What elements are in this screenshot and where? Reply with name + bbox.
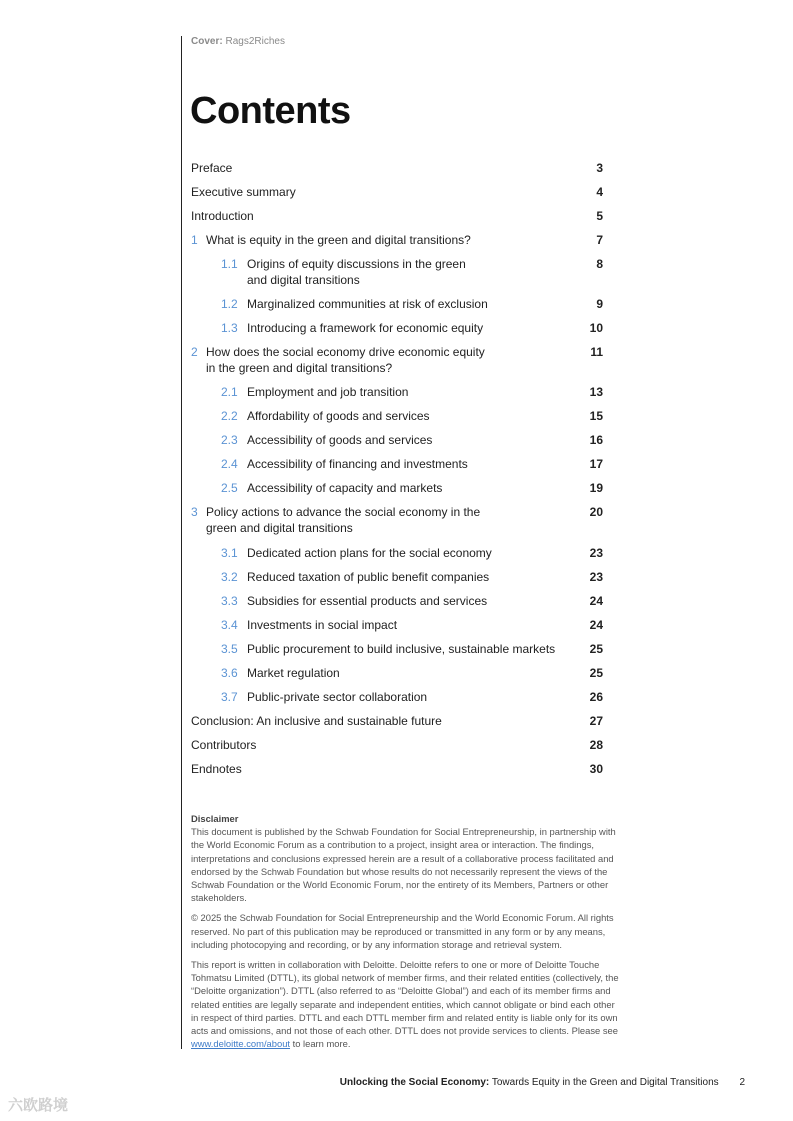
toc-entry-label: Employment and job transition xyxy=(247,385,409,399)
toc-entry-label: Accessibility of financing and investments xyxy=(247,457,468,471)
toc-entry-number: 2 xyxy=(191,345,198,359)
page-number: 2 xyxy=(739,1077,745,1088)
footer-title-rest: Towards Equity in the Green and Digital Transitions xyxy=(491,1077,719,1088)
toc-entry-label: Reduced taxation of public benefit companies xyxy=(247,570,490,584)
toc-entry-number: 3.2 xyxy=(221,570,238,584)
toc-entry-label: What is equity in the green and digital transitions? xyxy=(206,233,471,247)
toc-entry-page: 30 xyxy=(589,762,603,776)
page-footer xyxy=(340,1077,745,1088)
toc-entry-page: 3 xyxy=(596,161,603,175)
footer-title-bold: Unlocking the Social Economy: xyxy=(339,1077,490,1088)
disclaimer-paragraph-3 xyxy=(191,958,623,1050)
toc-entry-page: 23 xyxy=(589,546,603,560)
toc-entry-page: 19 xyxy=(589,481,603,495)
toc-entry-number: 2.2 xyxy=(221,409,238,423)
toc-entry-page: 25 xyxy=(589,642,603,656)
toc-entry-label: How does the social economy drive economic equity in the green and digital transitions? xyxy=(206,345,485,375)
cover-credit-label: Cover: xyxy=(191,36,223,47)
toc-entry-number: 2.4 xyxy=(221,457,238,471)
toc-entry-label: Affordability of goods and services xyxy=(247,409,430,423)
toc-entry-number: 1.3 xyxy=(221,321,238,335)
toc-entry-number: 2.1 xyxy=(221,385,238,399)
toc-entry-label: Public procurement to build inclusive, sustainable markets xyxy=(247,642,556,656)
disclaimer-paragraph-3-text: This report is written in collaboration with Deloitte. Deloitte refers to one or more of Deloitte Touche Tohmatsu Limited (DTTL), its global network of member firms, and their related entities (collectively, the “Deloitte organization”). DTTL (also referred to as “Deloitte Global”) and each of its member firms and related entities are legally separate and independent entities, which cannot obligate or bind each other in respect of third parties. DTTL and each DTTL member firm and related entity is liable only for its own acts and omissions, and not those of each other. DTTL does not provide services to clients. Please see xyxy=(191,959,619,1037)
toc-entry-label: Accessibility of goods and services xyxy=(247,433,433,447)
toc-entry-page: 10 xyxy=(589,321,603,335)
toc-entry-page: 7 xyxy=(596,233,603,247)
page-title: Contents xyxy=(190,90,351,132)
toc-entry-number: 3.5 xyxy=(221,642,238,656)
toc-entry-number: 3.3 xyxy=(221,594,238,608)
toc-entry-label: Introducing a framework for economic equity xyxy=(247,321,484,335)
toc-entry-number: 1.2 xyxy=(221,297,238,311)
toc-entry-label: Public-private sector collaboration xyxy=(247,690,428,704)
toc-entry-label: Policy actions to advance the social economy in the green and digital transitions xyxy=(206,505,481,535)
toc-entry-page: 20 xyxy=(589,505,603,519)
toc-entry-label: Marginalized communities at risk of exclusion xyxy=(247,297,488,311)
disclaimer-paragraph-2: © 2025 the Schwab Foundation for Social Entrepreneurship and the World Economic Forum. All rights reserved. No part of this publication may be reproduced or transmitted in any form or by any means, including photocopying and recording, or by any information storage and retrieval system. xyxy=(191,912,614,950)
toc-entry-label: Executive summary xyxy=(191,185,296,199)
toc-entry-page: 27 xyxy=(589,714,603,728)
toc-entry-page: 24 xyxy=(589,594,603,608)
toc-entry-label: Preface xyxy=(191,161,233,175)
toc-entry-page: 26 xyxy=(589,690,603,704)
toc-entry-number: 3.7 xyxy=(221,690,238,704)
toc-entry-number: 2.3 xyxy=(221,433,238,447)
toc-entry-label: Introduction xyxy=(191,209,254,223)
deloitte-about-link[interactable]: www.deloitte.com/about xyxy=(191,1038,291,1050)
toc-entry-number: 1.1 xyxy=(221,257,238,271)
disclaimer-paragraph-1: This document is published by the Schwab Foundation for Social Entrepreneurship, in partnership with the World Economic Forum as a contribution to a project, insight area or interaction. The findings, interpretations and conclusions expressed herein are a result of a collaborative process facilitated and endorsed by the Schwab Foundation but whose results do not necessarily represent the views of the Schwab Foundation or the World Economic Forum, nor the entirety of its Members, Partners or other stakeholders. xyxy=(191,826,616,904)
toc-entry-label: Investments in social impact xyxy=(247,618,398,632)
toc-entry-page: 9 xyxy=(596,297,603,311)
disclaimer-paragraph-3-end: to learn more. xyxy=(292,1038,351,1050)
toc-entry-label: Subsidies for essential products and services xyxy=(247,594,488,608)
toc-entry-label: Contributors xyxy=(191,738,257,752)
toc-entry-page: 4 xyxy=(596,185,603,199)
toc-entry-page: 23 xyxy=(589,570,603,584)
toc-entry-label: Endnotes xyxy=(191,762,242,776)
toc-entry-page: 24 xyxy=(589,618,603,632)
toc-entry-page: 11 xyxy=(590,345,603,359)
toc-entry-label: Origins of equity discussions in the green and digital transitions xyxy=(247,257,466,287)
disclaimer xyxy=(191,812,623,1057)
watermark: 六欧路境 xyxy=(8,1097,69,1114)
left-margin-rule xyxy=(181,36,182,1049)
toc-entry-number: 3.4 xyxy=(221,618,238,632)
toc-entry-number: 3.1 xyxy=(221,546,238,560)
toc-entry-number: 1 xyxy=(191,233,198,247)
toc-entry-number: 2.5 xyxy=(221,481,238,495)
toc-entry-page: 28 xyxy=(589,738,603,752)
toc-entry-page: 15 xyxy=(589,409,603,423)
toc-entry-page: 8 xyxy=(596,257,603,271)
disclaimer-heading: Disclaimer xyxy=(191,813,239,824)
toc-entry-label: Conclusion: An inclusive and sustainable future xyxy=(191,714,442,728)
toc-entry-number: 3.6 xyxy=(221,666,238,680)
toc-entry-label: Dedicated action plans for the social economy xyxy=(247,546,492,560)
toc-entry-label: Accessibility of capacity and markets xyxy=(247,481,443,495)
toc-entry-page: 5 xyxy=(596,209,603,223)
toc-entry-page: 25 xyxy=(589,666,603,680)
cover-credit-value: Rags2Riches xyxy=(225,36,285,47)
toc-entry-page: 16 xyxy=(589,433,603,447)
toc-entry-page: 13 xyxy=(589,385,603,399)
cover-credit xyxy=(191,36,285,47)
toc-entry-page: 17 xyxy=(589,457,603,471)
toc-entry-number: 3 xyxy=(191,505,198,519)
toc-entry-label: Market regulation xyxy=(247,666,340,680)
